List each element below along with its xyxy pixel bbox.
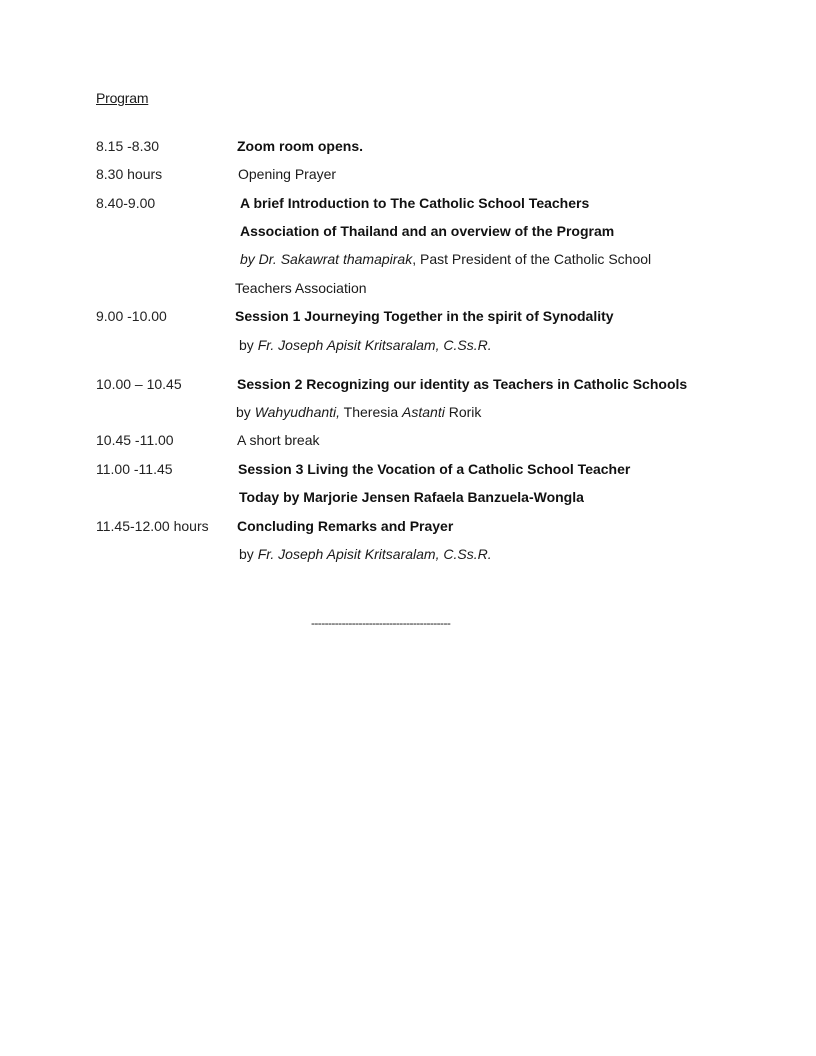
speaker-name: Fr. Joseph Apisit Kritsaralam, C.Ss.R. — [257, 546, 492, 562]
session-title-cont: Today by Marjorie Jensen Rafaela Banzuela-Wongla — [239, 489, 584, 505]
speaker-name: Fr. Joseph Apisit Kritsaralam, C.Ss.R. — [257, 337, 492, 353]
speaker-name-part: Wahyudhanti, — [254, 404, 341, 420]
time-slot: 8.40-9.00 — [96, 195, 156, 211]
speaker-role: , Past President of the Catholic School — [412, 251, 652, 267]
program-item: A short break — [237, 432, 320, 448]
program-item-title: A brief Introduction to The Catholic School Teachers — [240, 195, 590, 211]
session-title: Session 2 Recognizing our identity as Teachers in Catholic Schools — [237, 376, 688, 392]
time-slot: 11.45-12.00 hours — [96, 518, 209, 534]
speaker-name: by Dr. Sakawrat thamapirak — [240, 251, 413, 267]
speaker-name-part: Astanti — [402, 404, 445, 420]
speaker-name-part: Rorik — [444, 404, 482, 420]
speaker-line — [240, 250, 651, 268]
speaker-name-part: Theresia — [340, 404, 403, 420]
time-slot: 10.45 -11.00 — [96, 432, 174, 448]
session-title: Session 3 Living the Vocation of a Catholic School Teacher — [238, 461, 631, 477]
speaker-line — [236, 403, 481, 421]
session-title: Session 1 Journeying Together in the spirit of Synodality — [235, 308, 614, 324]
by-label: by — [236, 404, 255, 420]
speaker-line — [239, 545, 492, 563]
speaker-line — [239, 336, 492, 354]
time-slot: 11.00 -11.45 — [96, 461, 173, 477]
time-slot: 9.00 -10.00 — [96, 308, 167, 324]
program-heading: Program — [96, 90, 149, 106]
program-item: Opening Prayer — [238, 166, 337, 182]
time-slot: 8.30 hours — [96, 166, 163, 182]
time-slot: 10.00 – 10.45 — [96, 376, 182, 392]
speaker-role-cont: Teachers Association — [235, 280, 367, 296]
section-divider: ----------------------------------------- — [311, 616, 451, 630]
by-label: by — [239, 337, 258, 353]
program-item: Zoom room opens. — [237, 138, 363, 154]
time-slot: 8.15 -8.30 — [96, 138, 160, 154]
program-item-title-cont: Association of Thailand and an overview of the Program — [240, 223, 615, 239]
program-item: Concluding Remarks and Prayer — [237, 518, 454, 534]
by-label: by — [239, 546, 258, 562]
